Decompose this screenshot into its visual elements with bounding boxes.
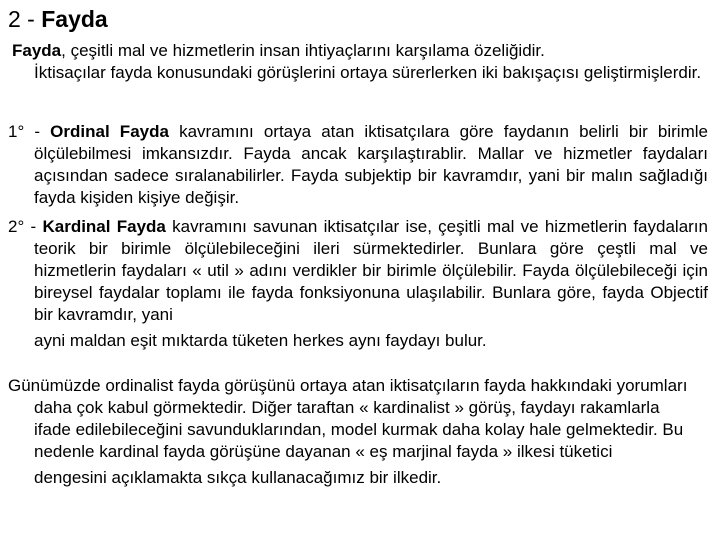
kardinal-marker: 2° - (8, 217, 43, 236)
slide-title (8, 4, 108, 34)
ordinal-text: kavramını ortaya atan iktisatçılara göre faydanın belirli bir birimle ölçülebilmesi imkansızdır. Fayda ancak karşılaştırablir. Mallar ve hizmetler faydaları açısından sadece sıralanabilirler. Fayda subjektip bir kavramdır, yani bir malın sağladığı fayda kişiden kişiye değişir. (34, 122, 708, 207)
today-paragraph (8, 375, 698, 489)
ordinal-paragraph (8, 121, 708, 209)
kardinal-paragraph (8, 216, 708, 352)
intro-term: Fayda (12, 41, 62, 60)
title-number: 2 - (8, 6, 42, 32)
kardinal-text: kavramını savunan iktisatçılar ise, çeşitli mal ve hizmetlerin faydaların teorik bir birimle ölçülebileceğini ileri sürmektedirler. Bunlara göre çeştli mal ve hizmetlerin faydaları « util » adını verdikler bir birimle ölçülebilir. Fayda ölçülebileceği için bireysel faydalar toplamı ile fayda fonksiyonuna ulaşılabilir. Bunlara göre, fayda Objectif bir kavramdır, yani (34, 217, 708, 324)
ordinal-term: Ordinal Fayda (50, 122, 169, 141)
today-last-line: dengesini açıklamakta sıkça kullanacağımız bir ilkedir. (34, 468, 442, 487)
intro-rest: İktisaçılar fayda konusundaki görüşlerini ortaya sürerlerken iki bakışaçısı geliştirmişlerdir. (34, 63, 702, 82)
title-word: Fayda (41, 6, 108, 32)
ordinal-marker: 1° - (8, 122, 51, 141)
intro-definition: , çeşitli mal ve hizmetlerin insan ihtiyaçlarını karşılama özeliğidir. (61, 41, 545, 60)
kardinal-term: Kardinal Fayda (42, 217, 166, 236)
intro-paragraph (10, 40, 706, 84)
today-text: Günümüzde ordinalist fayda görüşünü ortaya atan iktisatçıların fayda hakkındaki yorumları daha çok kabul görmektedir. Diğer taraftan « kardinalist » görüş, faydayı rakamlarla ifade edilebileceğini savunduklarından, model kurmak daha kolay hale gelmektedir. Bu nedenle kardinal fayda görüşüne dayanan « eş marjinal fayda » ilkesi tüketici (8, 376, 688, 461)
intro-first-line (10, 40, 706, 62)
kardinal-last-line: ayni maldan eşit mıktarda tüketen herkes aynı faydayı bulur. (34, 331, 487, 350)
